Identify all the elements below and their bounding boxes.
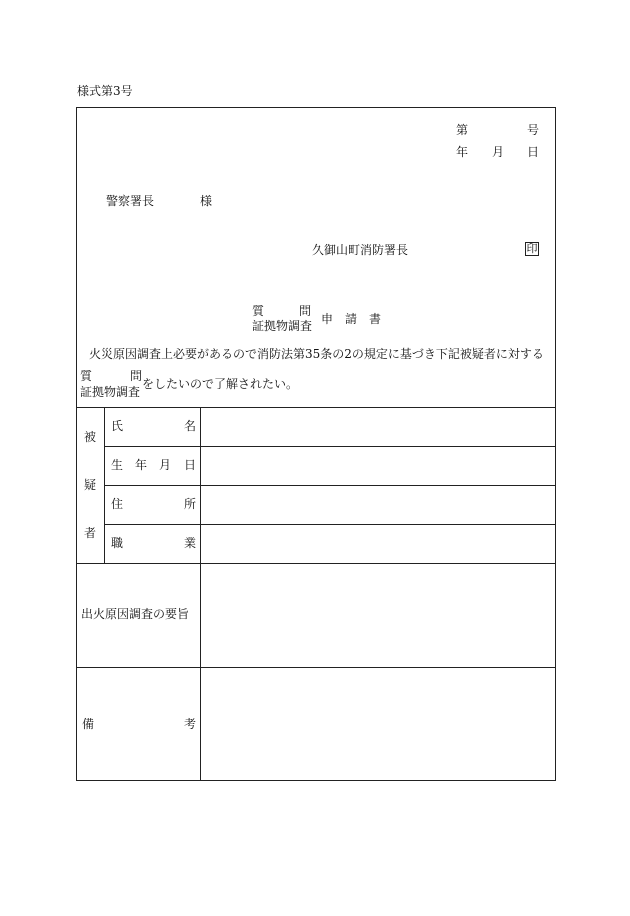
field-label-address-a: 住: [111, 497, 124, 511]
suspect-group-char: 疑: [84, 478, 97, 492]
row-rule: [104, 485, 556, 486]
suspect-group-char: 者: [84, 526, 97, 540]
number-suffix: 号: [527, 123, 540, 137]
body-option1-char-a: 質: [80, 369, 93, 383]
body-option1-char-b: 問: [130, 369, 143, 383]
field-label-dob-char: 生: [111, 458, 124, 472]
number-prefix: 第: [456, 123, 469, 137]
row-rule: [104, 446, 556, 447]
field-label-dob-char: 日: [184, 458, 197, 472]
remarks-label-a: 備: [82, 717, 95, 731]
column-rule: [200, 407, 201, 781]
body-line1: 火災原因調査上必要があるので消防法第35条の2の規定に基づき下記被疑者に対する: [89, 347, 544, 361]
addressee-honorific: 様: [200, 194, 213, 208]
title-option1-char-a: 質: [252, 304, 265, 318]
title-option1-char-b: 問: [299, 304, 312, 318]
suspect-group-char: 被: [84, 430, 97, 444]
body-option2: 証拠物調査: [80, 385, 141, 399]
row-rule: [76, 667, 556, 668]
form-number: 様式第3号: [77, 84, 133, 98]
body-line2-tail: をしたいので了解されたい。: [142, 377, 299, 391]
application-form-frame: [76, 107, 556, 781]
addressee-title: 警察署長: [106, 194, 155, 208]
field-label-name-a: 氏: [111, 419, 124, 433]
title-option2: 証拠物調査: [252, 319, 313, 333]
field-label-dob-char: 年: [135, 458, 148, 472]
field-label-job-b: 業: [184, 536, 197, 550]
table-top-rule: [76, 407, 556, 408]
row-rule: [76, 563, 556, 564]
date-day: 日: [527, 145, 540, 159]
field-label-job-a: 職: [111, 536, 124, 550]
document-title: 申 請 書: [321, 312, 382, 326]
field-label-dob-char: 月: [159, 458, 172, 472]
field-label-name-b: 名: [184, 419, 197, 433]
seal-mark: 印: [526, 242, 538, 255]
summary-label: 出火原因調査の要旨: [81, 607, 190, 621]
date-month: 月: [492, 145, 505, 159]
field-label-address-b: 所: [184, 497, 197, 511]
date-year: 年: [456, 145, 469, 159]
row-rule: [104, 524, 556, 525]
column-rule: [104, 407, 105, 563]
sender-name: 久御山町消防署長: [312, 243, 409, 257]
remarks-label-b: 考: [184, 717, 197, 731]
